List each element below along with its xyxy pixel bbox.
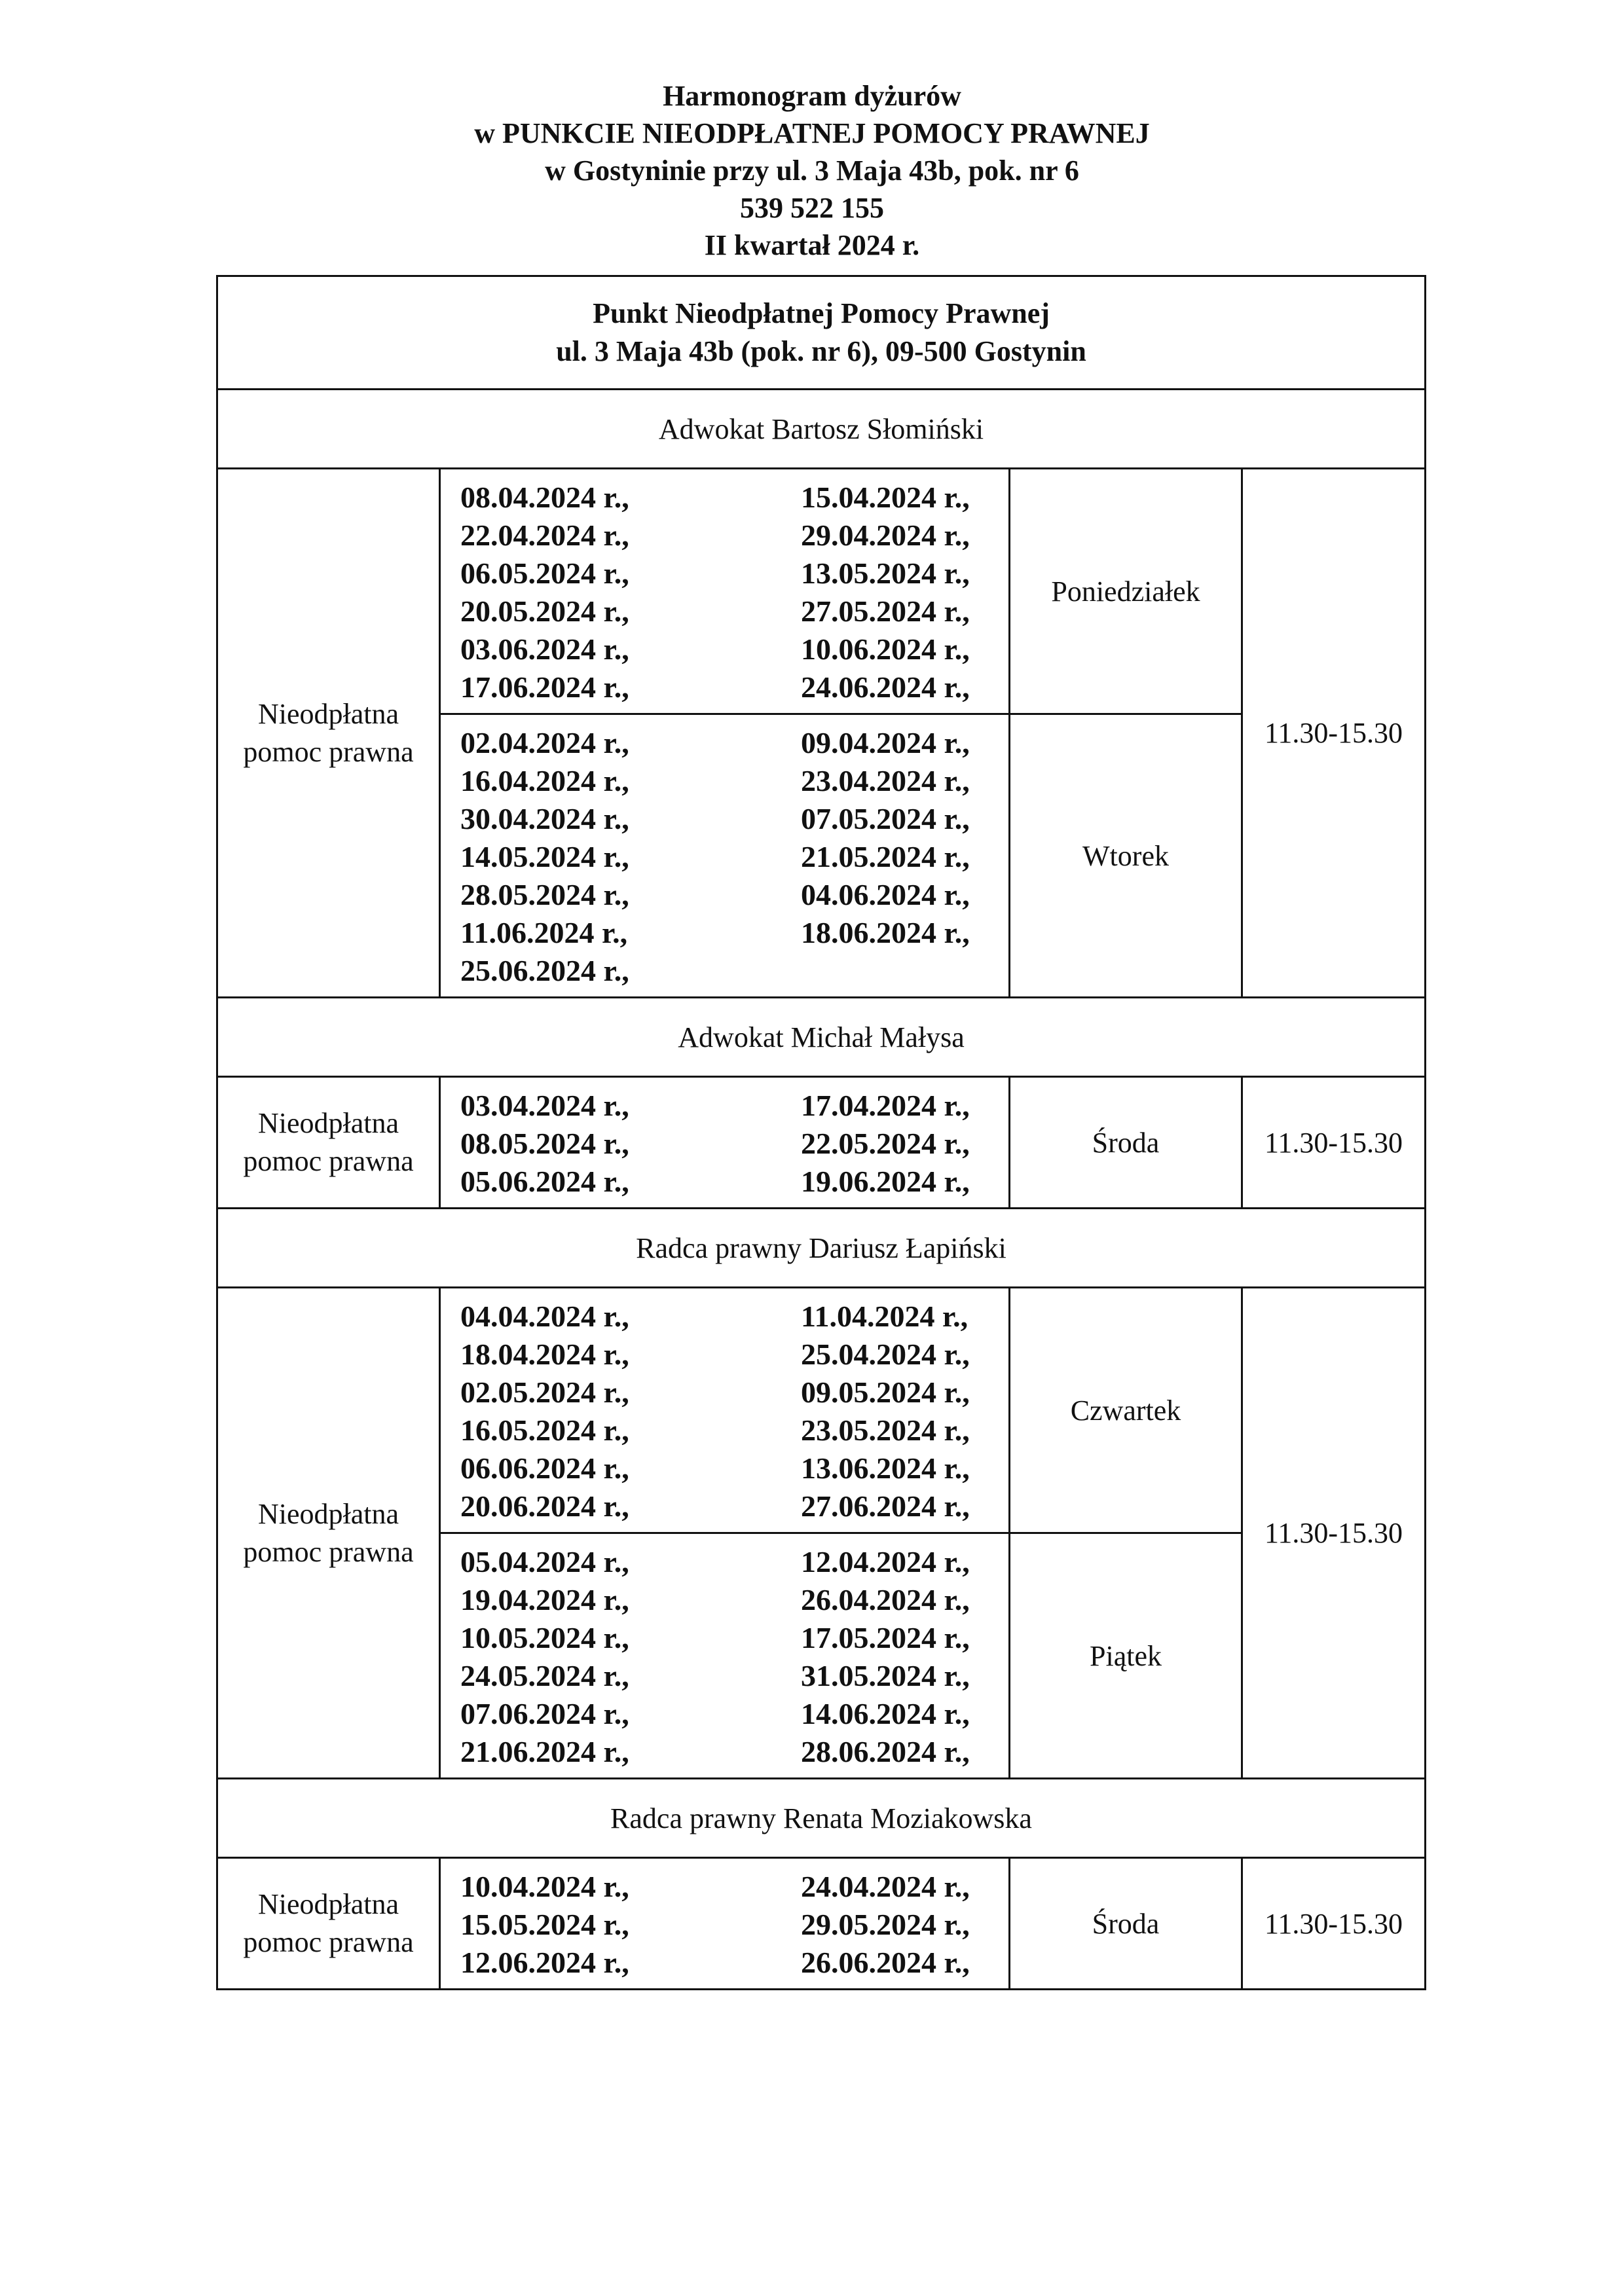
duty-date: 11.04.2024 r., bbox=[801, 1300, 969, 1333]
header-title: Harmonogram dyżurów bbox=[663, 80, 961, 112]
dates-list bbox=[460, 1543, 1002, 1771]
duty-date: 26.06.2024 r., bbox=[801, 1946, 970, 1979]
duty-hours: 11.30-15.30 bbox=[1242, 1077, 1426, 1209]
duty-date: 15.04.2024 r., bbox=[801, 481, 970, 514]
duty-date: 18.06.2024 r., bbox=[801, 916, 970, 949]
duty-date: 02.04.2024 r., bbox=[460, 726, 629, 759]
weekday: Piątek bbox=[1010, 1533, 1242, 1779]
duty-date: 07.06.2024 r., bbox=[460, 1697, 629, 1730]
duty-date: 21.05.2024 r., bbox=[801, 840, 970, 873]
duty-date: 15.05.2024 r., bbox=[460, 1908, 629, 1941]
point-address: ul. 3 Maja 43b (pok. nr 6), 09-500 Gostynin bbox=[556, 335, 1086, 367]
duty-date: 13.06.2024 r., bbox=[801, 1451, 970, 1485]
weekday: Środa bbox=[1010, 1077, 1242, 1209]
duty-date: 19.06.2024 r., bbox=[801, 1165, 970, 1198]
dates-list bbox=[460, 1868, 1002, 1982]
service-type bbox=[217, 469, 440, 998]
duty-date: 20.06.2024 r., bbox=[460, 1489, 629, 1523]
duty-date: 06.05.2024 r., bbox=[460, 556, 629, 590]
duty-date: 08.04.2024 r., bbox=[460, 481, 629, 514]
dates-list bbox=[460, 479, 1002, 706]
lawyer-header-row bbox=[217, 1209, 1426, 1288]
duty-date: 23.04.2024 r., bbox=[801, 764, 970, 797]
weekday: Wtorek bbox=[1010, 714, 1242, 998]
service-line: Nieodpłatna bbox=[257, 1497, 399, 1530]
lawyer-name: Radca prawny Dariusz Łapiński bbox=[217, 1209, 1426, 1288]
lawyer-header-row bbox=[217, 1779, 1426, 1858]
duty-date: 28.05.2024 r., bbox=[460, 878, 629, 911]
duty-date: 19.04.2024 r., bbox=[460, 1583, 629, 1616]
dates-list bbox=[460, 1298, 1002, 1525]
lawyer-header-row bbox=[217, 998, 1426, 1077]
point-row bbox=[217, 276, 1426, 390]
duty-date bbox=[801, 952, 1037, 990]
duty-date: 25.04.2024 r., bbox=[801, 1338, 970, 1371]
duty-date: 17.04.2024 r., bbox=[801, 1089, 970, 1122]
duty-date: 23.05.2024 r., bbox=[801, 1413, 970, 1447]
header-subtitle: w PUNKCIE NIEODPŁATNEJ POMOCY PRAWNEJ bbox=[474, 117, 1150, 149]
duty-date: 17.05.2024 r., bbox=[801, 1621, 970, 1654]
point-cell bbox=[217, 276, 1426, 390]
duty-date: 05.04.2024 r., bbox=[460, 1545, 629, 1578]
duty-date: 18.04.2024 r., bbox=[460, 1338, 629, 1371]
duty-date: 22.05.2024 r., bbox=[801, 1127, 970, 1160]
header-phone: 539 522 155 bbox=[740, 192, 884, 224]
duty-date: 10.04.2024 r., bbox=[460, 1870, 629, 1903]
duty-date: 04.06.2024 r., bbox=[801, 878, 970, 911]
duty-date: 26.04.2024 r., bbox=[801, 1583, 970, 1616]
duty-date: 16.05.2024 r., bbox=[460, 1413, 629, 1447]
duty-date: 21.06.2024 r., bbox=[460, 1735, 629, 1768]
duty-hours: 11.30-15.30 bbox=[1242, 1288, 1426, 1779]
duty-date: 14.06.2024 r., bbox=[801, 1697, 970, 1730]
dates-cell bbox=[440, 1077, 1010, 1209]
duty-date: 24.06.2024 r., bbox=[801, 670, 970, 704]
lawyer-name: Adwokat Michał Małysa bbox=[217, 998, 1426, 1077]
duty-date: 25.06.2024 r., bbox=[460, 954, 629, 987]
weekday: Czwartek bbox=[1010, 1288, 1242, 1533]
duty-date: 29.04.2024 r., bbox=[801, 519, 970, 552]
duty-date: 05.06.2024 r., bbox=[460, 1165, 629, 1198]
duty-date: 13.05.2024 r., bbox=[801, 556, 970, 590]
document-header bbox=[0, 77, 1624, 264]
weekday: Poniedziałek bbox=[1010, 469, 1242, 714]
duty-date: 03.04.2024 r., bbox=[460, 1089, 629, 1122]
duty-date: 09.04.2024 r., bbox=[801, 726, 970, 759]
duty-date: 20.05.2024 r., bbox=[460, 594, 629, 628]
duty-date: 24.04.2024 r., bbox=[801, 1870, 970, 1903]
dates-cell bbox=[440, 1288, 1010, 1533]
header-address: w Gostyninie przy ul. 3 Maja 43b, pok. nr 6 bbox=[545, 155, 1079, 187]
point-name: Punkt Nieodpłatnej Pomocy Prawnej bbox=[593, 297, 1050, 329]
service-type bbox=[217, 1858, 440, 1990]
duty-date: 12.06.2024 r., bbox=[460, 1946, 629, 1979]
duty-date: 22.04.2024 r., bbox=[460, 519, 629, 552]
service-line: Nieodpłatna bbox=[257, 1107, 399, 1139]
service-line: pomoc prawna bbox=[243, 1926, 414, 1958]
duty-date: 27.05.2024 r., bbox=[801, 594, 970, 628]
duty-date: 10.05.2024 r., bbox=[460, 1621, 629, 1654]
duty-hours: 11.30-15.30 bbox=[1242, 469, 1426, 998]
duty-date: 27.06.2024 r., bbox=[801, 1489, 970, 1523]
duty-date: 29.05.2024 r., bbox=[801, 1908, 970, 1941]
duty-date: 08.05.2024 r., bbox=[460, 1127, 629, 1160]
dates-list bbox=[460, 1087, 1002, 1201]
service-line: pomoc prawna bbox=[243, 735, 414, 768]
dates-cell bbox=[440, 714, 1010, 998]
service-line: pomoc prawna bbox=[243, 1535, 414, 1568]
lawyer-name: Radca prawny Renata Moziakowska bbox=[217, 1779, 1426, 1858]
dates-list bbox=[460, 724, 1002, 990]
duty-date: 24.05.2024 r., bbox=[460, 1659, 629, 1692]
duty-date: 07.05.2024 r., bbox=[801, 802, 970, 835]
duty-date: 06.06.2024 r., bbox=[460, 1451, 629, 1485]
duty-date: 30.04.2024 r., bbox=[460, 802, 629, 835]
duty-row bbox=[217, 1077, 1426, 1209]
dates-cell bbox=[440, 1858, 1010, 1990]
duty-date: 02.05.2024 r., bbox=[460, 1376, 629, 1409]
duty-date: 04.04.2024 r., bbox=[460, 1300, 629, 1333]
schedule-table bbox=[216, 275, 1426, 1990]
duty-date: 10.06.2024 r., bbox=[801, 632, 970, 666]
duty-date: 31.05.2024 r., bbox=[801, 1659, 970, 1692]
duty-date: 11.06.2024 r., bbox=[460, 916, 628, 949]
duty-hours: 11.30-15.30 bbox=[1242, 1858, 1426, 1990]
duty-date: 28.06.2024 r., bbox=[801, 1735, 970, 1768]
lawyer-name: Adwokat Bartosz Słomiński bbox=[217, 390, 1426, 469]
duty-row bbox=[217, 469, 1426, 714]
duty-row bbox=[217, 1858, 1426, 1990]
weekday: Środa bbox=[1010, 1858, 1242, 1990]
duty-date: 09.05.2024 r., bbox=[801, 1376, 970, 1409]
service-line: Nieodpłatna bbox=[257, 1888, 399, 1920]
dates-cell bbox=[440, 469, 1010, 714]
duty-row bbox=[217, 1288, 1426, 1533]
service-line: pomoc prawna bbox=[243, 1145, 414, 1177]
duty-date: 17.06.2024 r., bbox=[460, 670, 629, 704]
header-quarter: II kwartał 2024 r. bbox=[704, 229, 920, 261]
dates-cell bbox=[440, 1533, 1010, 1779]
lawyer-header-row bbox=[217, 390, 1426, 469]
duty-date: 16.04.2024 r., bbox=[460, 764, 629, 797]
service-type bbox=[217, 1077, 440, 1209]
duty-date: 12.04.2024 r., bbox=[801, 1545, 970, 1578]
duty-date: 14.05.2024 r., bbox=[460, 840, 629, 873]
service-type bbox=[217, 1288, 440, 1779]
duty-date: 03.06.2024 r., bbox=[460, 632, 629, 666]
service-line: Nieodpłatna bbox=[257, 697, 399, 730]
